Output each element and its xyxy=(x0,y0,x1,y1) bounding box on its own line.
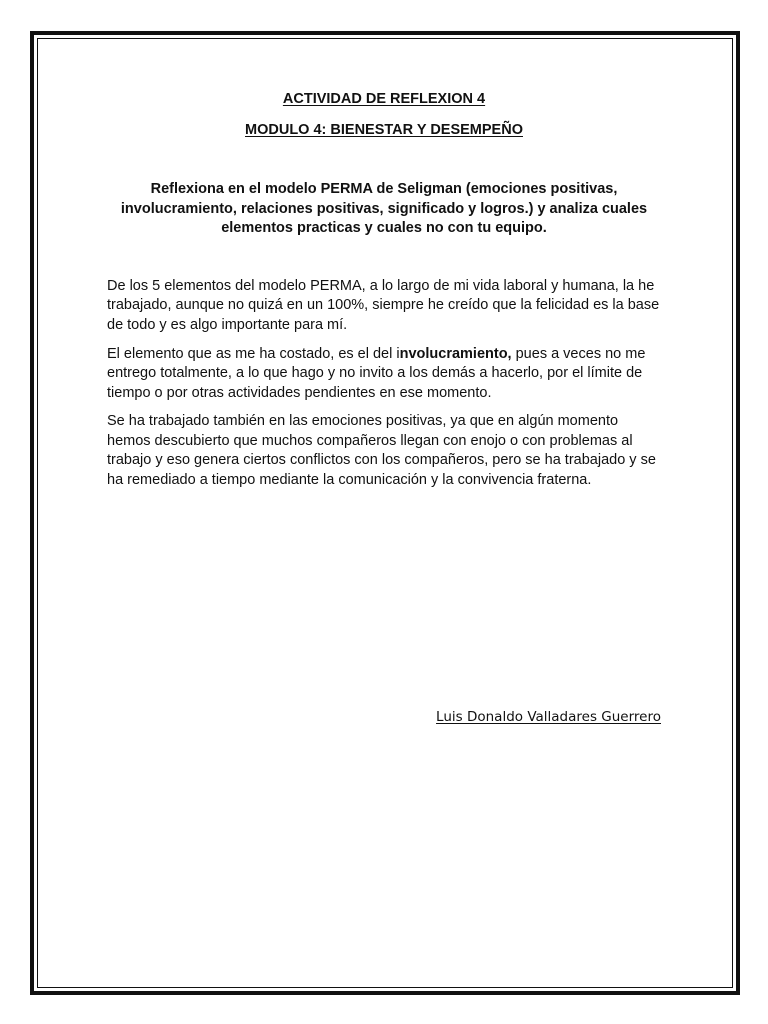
paragraph-2-end: pues a veces no me entrego totalmente, a lo que hago y no invito a los demás a hacerlo, por el límite de tiempo o por otras actividades pendientes en ese momento. xyxy=(107,345,646,401)
reflection-prompt: Reflexiona en el modelo PERMA de Seligman (emociones positivas, involucramiento, relaciones positivas, significado y logros.) y analiza cuales elementos practicas y cuales no con tu equipo. xyxy=(120,181,648,236)
paragraph-2-start: El elemento que as me ha costado, es el del i xyxy=(107,345,400,362)
document-body xyxy=(107,277,664,500)
paragraph-2-emphasis: nvolucramiento, xyxy=(399,345,512,362)
signature-name: Luis Donaldo Valladares Guerrero xyxy=(436,709,661,725)
document-title: ACTIVIDAD DE REFLEXION 4 xyxy=(282,91,486,107)
page-border xyxy=(30,31,740,995)
paragraph-3: Se ha trabajado también en las emociones positivas, ya que en algún momento hemos descubierto que muchos compañeros llegan con enojo o con problemas al trabajo y eso genera ciertos conflictos con los compañeros, pero se ha trabajado y se ha remediado a tiempo mediante la comunicación y la convivencia fraterna. xyxy=(107,413,656,488)
paragraph-1: De los 5 elementos del modelo PERMA, a lo largo de mi vida laboral y humana, la he trabajado, aunque no quizá en un 100%, siempre he creído que la felicidad es la base de todo y es algo importante para mí. xyxy=(107,278,660,333)
document-subtitle: MODULO 4: BIENESTAR Y DESEMPEÑO xyxy=(245,122,523,138)
paragraph-2 xyxy=(107,345,664,403)
